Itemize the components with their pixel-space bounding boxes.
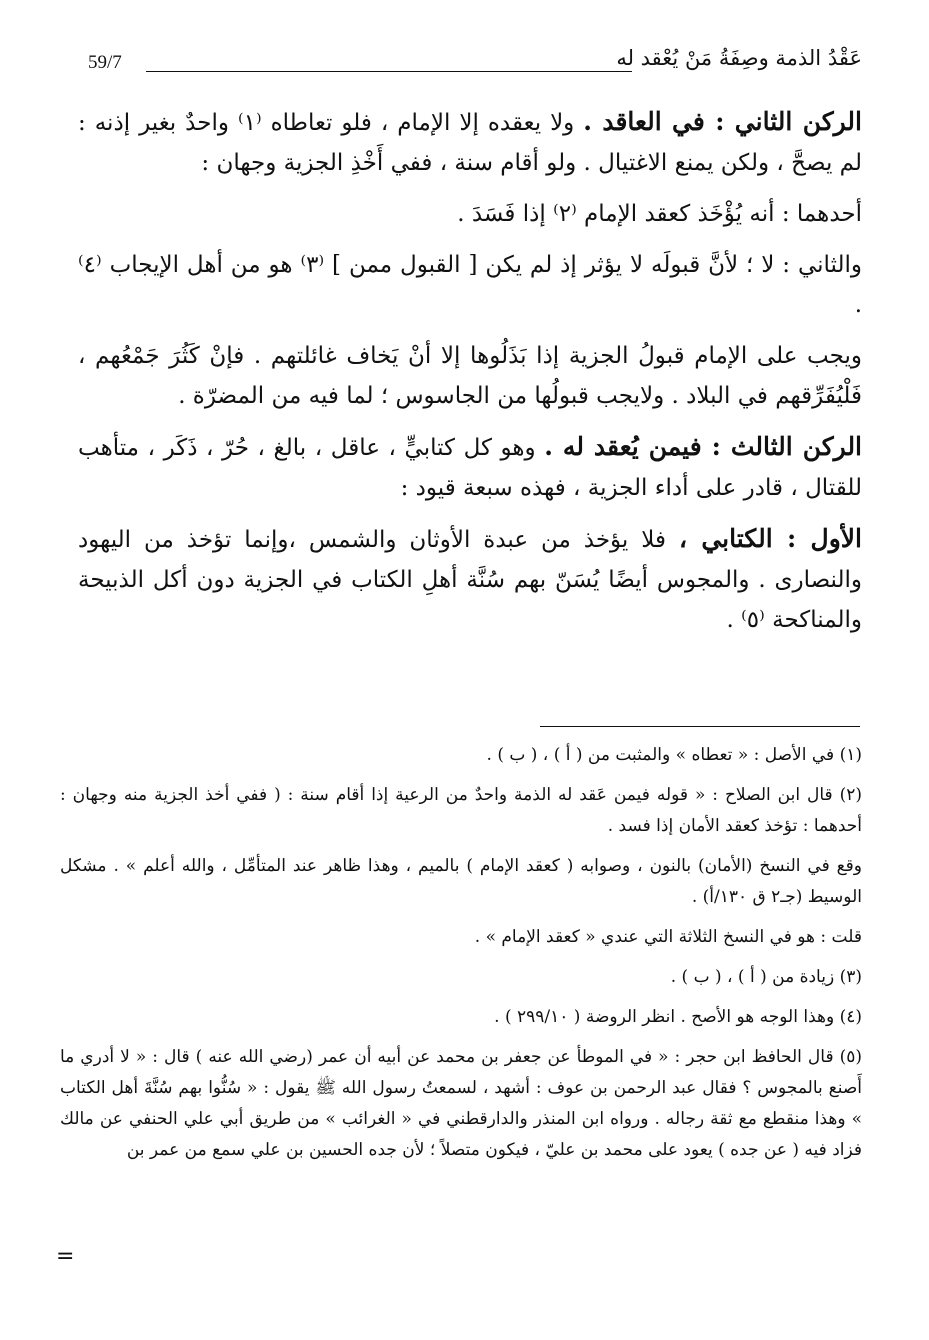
paragraph-second-view: والثاني : لا ؛ لأنَّ قبولَه لا يؤثر إذ لم يكن [ القبول ممن ] ⁽٣⁾ هو من أهل الإيجاب ⁽٤⁾ .	[78, 252, 863, 318]
footnote-2: (٢) قال ابن الصلاح : « قوله فيمن عَقد له الذمة واحدٌ من الرعية إذا أقام سنة : ( ففي أخذ الجزية منه وجهان : أحدهما : تؤخذ كعقد الأمان إذا فسد .	[60, 785, 862, 836]
footnote-1: (١) في الأصل : « تعطاه » والمثبت من ( أ ) ، ( ب ) .	[486, 745, 862, 765]
footnote-2-remark: قلت : هو في النسخ الثلاثة التي عندي « كعقد الإمام » .	[474, 927, 862, 947]
paragraph-text: ولا يعقده إلا الإمام ، فلو تعاطاه ⁽١⁾ واحدٌ بغير إذنه : لم يصحَّ ، ولكن يمنع الاغتيال . ولو أقام سنة ، ففي أَخْذِ الجزية وجهان :	[78, 110, 862, 176]
heading-first-condition: الأول : الكتابي ،	[678, 524, 862, 553]
heading-pillar-two: الركن الثاني : في العاقد .	[583, 107, 862, 136]
paragraph-text: وهو كل كتابيٍّ ، عاقل ، بالغ ، حُرّ ، ذَكَر ، متأهب للقتال ، قادر على أداء الجزية ، فهذه سبعة قيود :	[78, 435, 862, 501]
main-text	[78, 102, 862, 651]
continuation-mark: =	[56, 1244, 75, 1269]
paragraph-imam-duty: ويجب على الإمام قبولُ الجزية إذا بَذَلُوها إلا أنْ يَخاف غائلتهم . فإنْ كَثُرَ جَمْعُهم ، فَلْيُفَرِّقهم في البلاد . ولايجب قبولُها من الجاسوس ؛ لما فيه من المضرّة .	[78, 343, 862, 409]
header-rule	[146, 71, 632, 72]
paragraph-first-condition	[78, 519, 862, 640]
page-number: 59/7	[88, 52, 122, 73]
paragraph-text: فلا يؤخذ من عبدة الأوثان والشمس ،وإنما تؤخذ من اليهود والنصارى . والمجوس أيضًا يُسَنّ بهم سُنَّة أهلِ الكتاب في الجزية دون أكل الذبيحة والمناكحة ⁽٥⁾ .	[78, 527, 862, 633]
paragraph-first-view: أحدهما : أنه يُؤْخَذ كعقد الإمام ⁽٢⁾ إذا فَسَدَ .	[457, 201, 862, 227]
paragraph-pillar-three	[78, 427, 862, 508]
footnote-4: (٤) وهذا الوجه هو الأصح . انظر الروضة ( ٢٩٩/١٠ ) .	[494, 1007, 862, 1027]
footnote-separator	[540, 726, 860, 727]
footnote-2-continued: وقع في النسخ (الأمان) بالنون ، وصوابه ( كعقد الإمام ) بالميم ، وهذا ظاهر عند المتأمِّل ، والله أعلم » . مشكل الوسيط (جـ٢ ق ١٣٠/أ) .	[60, 856, 862, 907]
footnote-3: (٣) زيادة من ( أ ) ، ( ب ) .	[670, 967, 862, 987]
running-title: عَقْدُ الذمة وصِفَةُ مَنْ يُعْقد له	[616, 46, 862, 70]
footnotes	[60, 740, 862, 1166]
footnote-5: (٥) قال الحافظ ابن حجر : « في الموطأ عن جعفر بن محمد عن أبيه أن عمر (رضي الله عنه ) قال : « لا أدري ما أَصنع بالمجوس ؟ فقال عبد الرحمن بن عوف : أشهد ، لسمعتُ رسول الله ﷺ يقول : « سُنُّوا بهم سُنَّةَ أهل الكتاب » وهذا منقطع مع ثقة رجاله . ورواه ابن المنذر والدارقطني في « الغرائب » من طريق أبي علي الحنفي عن مالك فزاد فيه ( عن جده ) يعود على محمد بن عليّ ، فيكون متصلاً ؛ لأن جده الحسين بن علي سمع من عمر بن	[60, 1047, 862, 1160]
page-header	[88, 46, 862, 86]
paragraph-pillar-two	[78, 102, 862, 183]
heading-pillar-three: الركن الثالث : فيمن يُعقد له .	[544, 432, 863, 461]
